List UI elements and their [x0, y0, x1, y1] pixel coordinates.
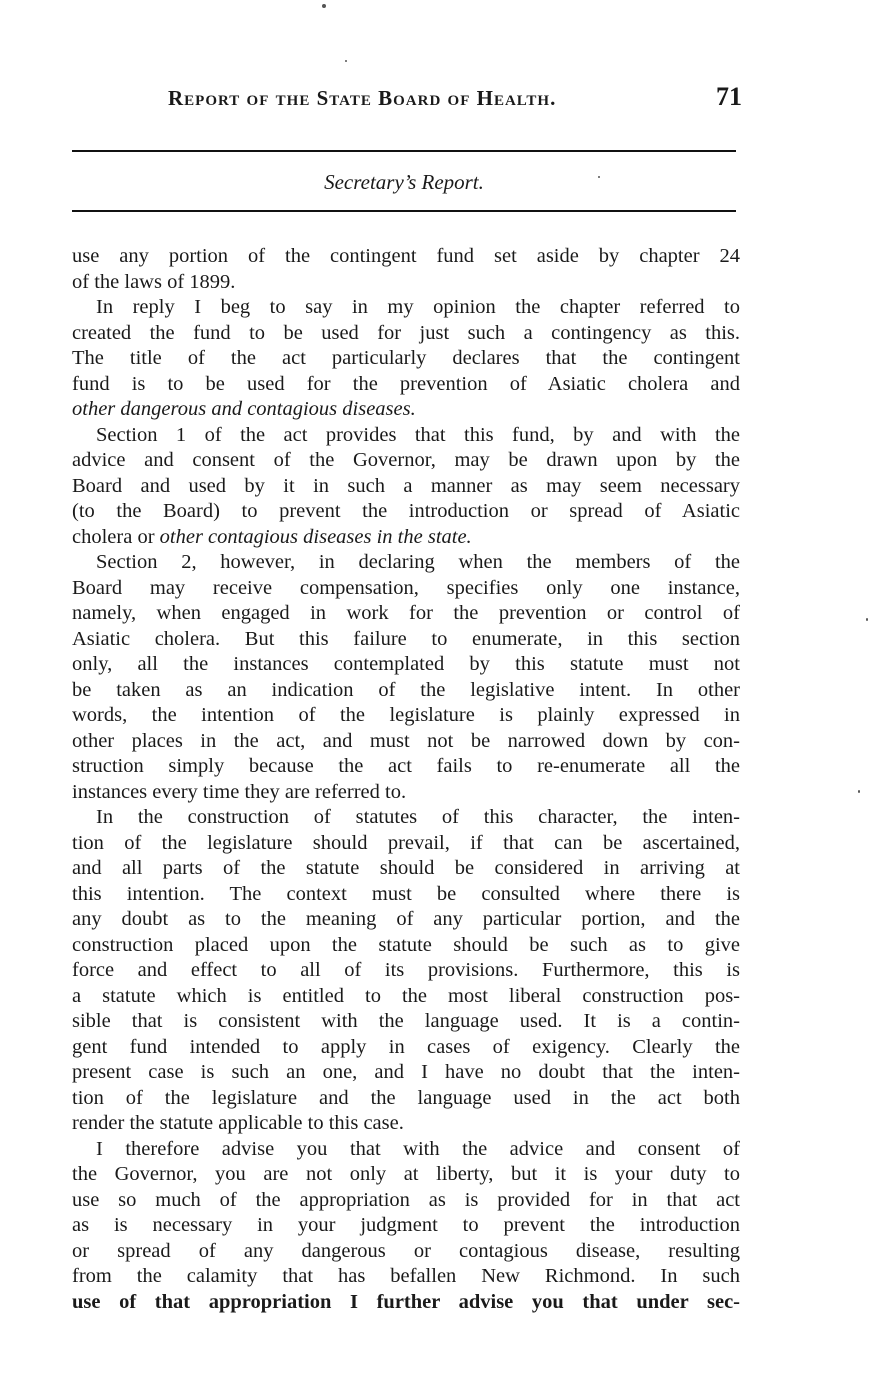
line-text: use of that appropriation I further advise you that under sec- [72, 1290, 740, 1313]
text-line [72, 1035, 740, 1061]
print-speck [322, 4, 326, 8]
text-line [72, 1188, 740, 1214]
line-text: present case is such an one, and I have no doubt that the inten- [72, 1061, 740, 1083]
line-text: fund is to be used for the prevention of Asiatic cholera and [72, 372, 740, 395]
section-title: Secretary’s Report. [324, 170, 484, 194]
line-text: tion of the legislature and the language used in the act both [72, 1086, 740, 1109]
line-text: other places in the act, and must not be narrowed down by con- [72, 729, 740, 752]
text-line [72, 958, 740, 984]
line-text: sible that is consistent with the language used. It is a contin- [72, 1010, 740, 1032]
line-text: Section 2, however, in declaring when the members of the [96, 551, 740, 573]
header-rule-top [72, 150, 736, 152]
text-line [72, 805, 740, 831]
text-line [72, 1162, 740, 1188]
line-text: force and effect to all of its provisions. Furthermore, this is [72, 959, 740, 981]
line-text: and all parts of the statute should be considered in arriving at [72, 857, 740, 879]
text-line [72, 346, 740, 372]
text-line [72, 856, 740, 882]
line-text: The title of the act particularly declares that the contingent [72, 347, 740, 369]
line-text: struction simply because the act fails to re-enumerate all the [72, 755, 740, 777]
line-text: tion of the legislature should prevail, if that can be ascertained, [72, 831, 740, 854]
text-line [72, 1060, 740, 1086]
line-text: be taken as an indication of the legislative intent. In other [72, 678, 740, 701]
print-speck [345, 60, 347, 62]
text-line [72, 372, 740, 398]
text-line [72, 601, 740, 627]
line-text: the Governor, you are not only at liberty, but it is your duty to [72, 1163, 740, 1185]
text-line [72, 550, 740, 576]
line-text: I therefore advise you that with the advice and consent of [96, 1137, 740, 1160]
text-line [72, 729, 740, 755]
line-text: Board may receive compensation, specifies only one instance, [72, 576, 740, 599]
line-text: render the statute applicable to this case. [72, 1112, 404, 1134]
line-text: Asiatic cholera. But this failure to enumerate, in this section [72, 627, 740, 650]
line-text: In reply I beg to say in my opinion the chapter referred to [96, 296, 740, 318]
line-text: In the construction of statutes of this character, the inten- [96, 806, 740, 828]
text-line [72, 576, 740, 602]
text-line [72, 1290, 740, 1316]
line-text: words, the intention of the legislature is plainly expressed in [72, 704, 740, 726]
text-line [72, 1239, 740, 1265]
text-line [72, 1213, 740, 1239]
text-line [72, 882, 740, 908]
text-line [72, 397, 740, 423]
running-head [72, 82, 742, 118]
text-line [72, 984, 740, 1010]
text-line [72, 321, 740, 347]
text-line [72, 831, 740, 857]
line-text: any doubt as to the meaning of any particular portion, and the [72, 908, 740, 930]
line-text: Section 1 of the act provides that this fund, by and with the [96, 423, 740, 446]
text-line [72, 474, 740, 500]
line-text: gent fund intended to apply in cases of exigency. Clearly the [72, 1035, 740, 1058]
line-text: use any portion of the contingent fund set aside by chapter 24 [72, 245, 740, 267]
line-text: created the fund to be used for just such a contingency as this. [72, 321, 740, 344]
line-text-italic: other contagious diseases in the state. [159, 525, 472, 548]
text-line [72, 448, 740, 474]
text-line [72, 678, 740, 704]
text-line [72, 1009, 740, 1035]
text-line [72, 270, 740, 296]
line-text: from the calamity that has befallen New Richmond. In such [72, 1265, 740, 1287]
line-text: use so much of the appropriation as is provided for in that act [72, 1188, 740, 1211]
line-text: advice and consent of the Governor, may be drawn upon by the [72, 449, 740, 471]
text-line [72, 907, 740, 933]
text-line [72, 703, 740, 729]
line-text: other dangerous and contagious diseases. [72, 398, 416, 420]
text-line [72, 1137, 740, 1163]
text-line [72, 295, 740, 321]
line-text: a statute which is entitled to the most liberal construction pos- [72, 984, 740, 1007]
print-speck [598, 176, 600, 178]
text-line [72, 780, 740, 806]
print-speck [866, 618, 868, 621]
line-text: cholera or [72, 525, 160, 548]
line-text: (to the Board) to prevent the introduction or spread of Asiatic [72, 500, 740, 522]
header-rule-bottom [72, 210, 736, 212]
page-number: 71 [716, 82, 742, 111]
print-speck [858, 790, 860, 793]
text-line [72, 244, 740, 270]
line-text: as is necessary in your judgment to prevent the introduction [72, 1214, 740, 1236]
line-text: only, all the instances contemplated by this statute must not [72, 653, 740, 675]
text-line [72, 627, 740, 653]
line-text: namely, when engaged in work for the prevention or control of [72, 602, 740, 624]
text-line [72, 423, 740, 449]
text-line [72, 1111, 740, 1137]
body-text [72, 244, 740, 1315]
line-text: this intention. The context must be consulted where there is [72, 882, 740, 905]
text-line [72, 933, 740, 959]
text-line [72, 754, 740, 780]
line-text: Board and used by it in such a manner as may seem necessary [72, 474, 740, 497]
running-title: Report of the State Board of Health. [168, 86, 557, 110]
line-text: of the laws of 1899. [72, 270, 236, 293]
text-line [72, 1264, 740, 1290]
text-line [72, 652, 740, 678]
line-text: or spread of any dangerous or contagious disease, resulting [72, 1239, 740, 1262]
line-text: construction placed upon the statute should be such as to give [72, 933, 740, 956]
text-line [72, 499, 740, 525]
text-line [72, 1086, 740, 1112]
text-line [72, 525, 740, 551]
line-text: instances every time they are referred to. [72, 780, 407, 803]
